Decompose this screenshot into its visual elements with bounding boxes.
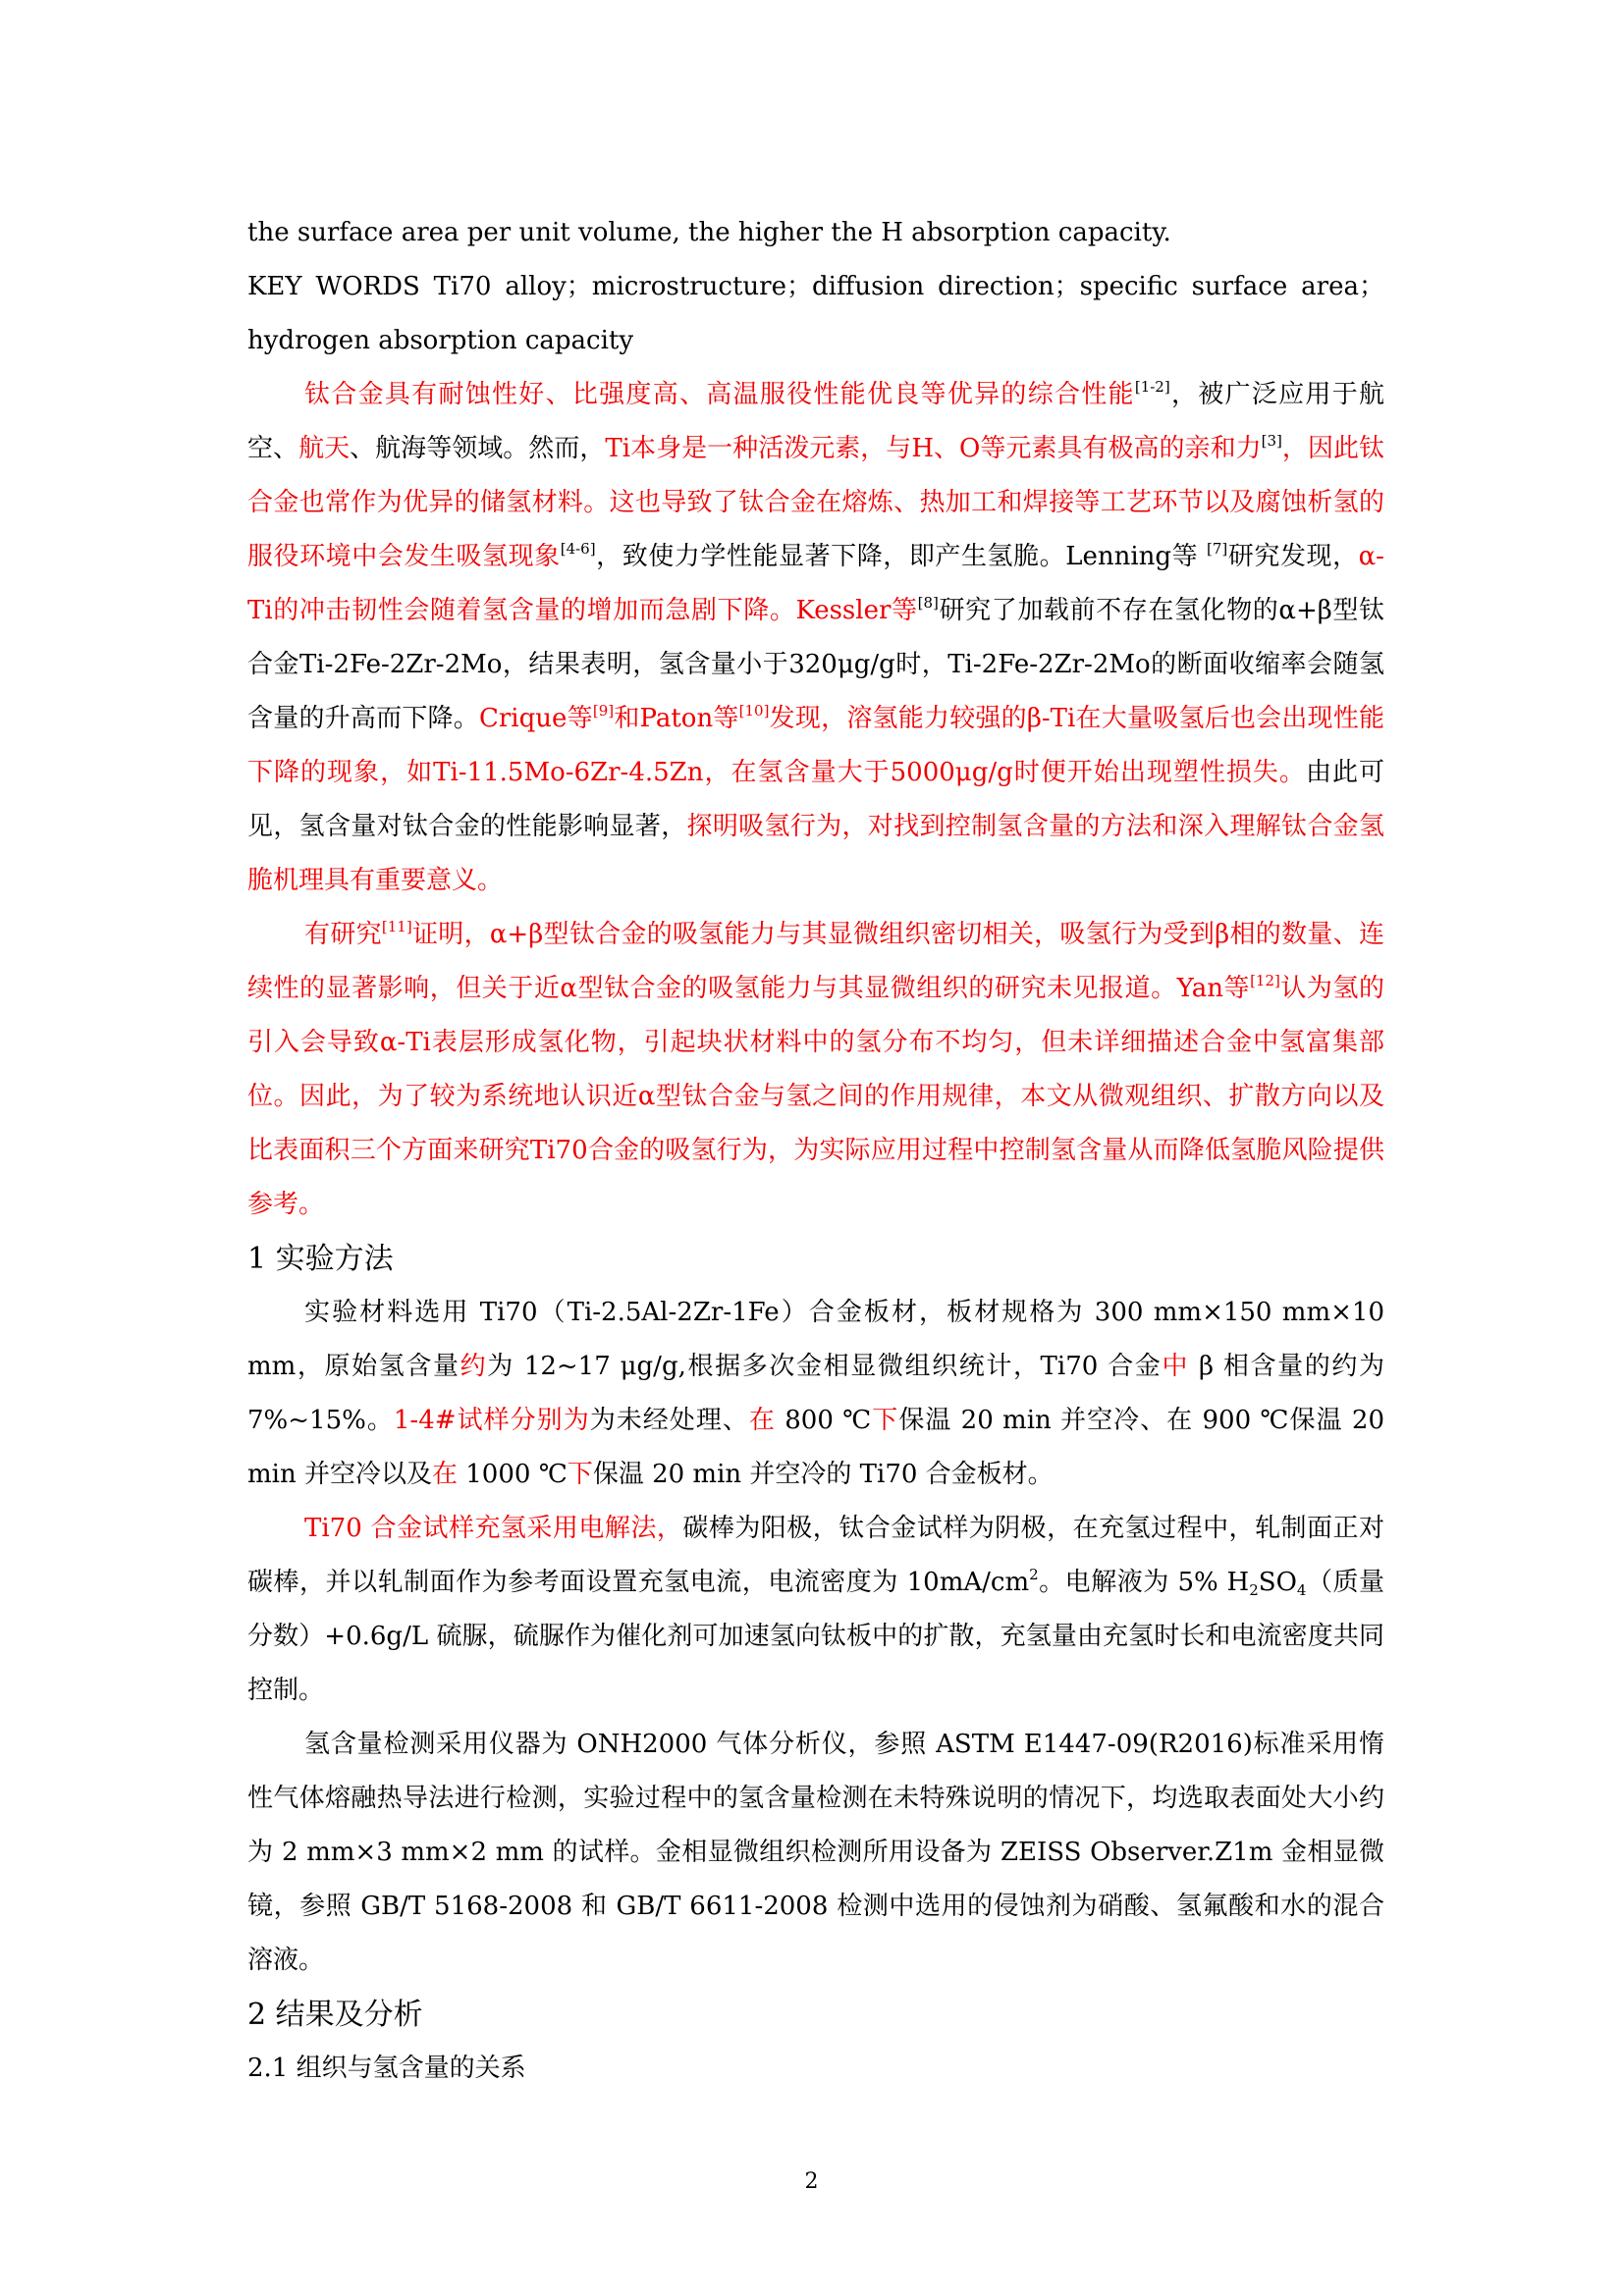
citation: [3]: [1261, 432, 1282, 450]
page-body: [247, 206, 1384, 2096]
citation: [9]: [592, 702, 615, 720]
citation: [12]: [1250, 972, 1280, 989]
keywords: KEY WORDS Ti70 alloy；microstructure；diffusion direction；specific surface area；hydrogen absorption capacity: [247, 272, 1384, 355]
citation: [10]: [738, 702, 770, 720]
subsection-heading: 2.1 组织与氢含量的关系: [247, 2054, 526, 2083]
intro-paragraph-1: 钛合金具有耐蚀性好、比强度高、高温服役性能优良等优异的综合性能[1-2]，被广泛应用于航空、航天、航海等领域。然而，Ti本身是一种活泼元素，与H、O等元素具有极高的亲和力[3]，因此钛合金也常作为优异的储氢材料。这也导致了钛合金在熔炼、热加工和焊接等工艺环节以及腐蚀析氢的服役环境中会发生吸氢现象[4-6]，致使力学性能显著下降，即产生氢脆。Lenning等 [7]研究发现，α-Ti的冲击韧性会随着氢含量的增加而急剧下降。Kessler等[8]研究了加载前不存在氢化物的α+β型钛合金Ti-2Fe-2Zr-2Mo，结果表明，氢含量小于320μg/g时，Ti-2Fe-2Zr-2Mo的断面收缩率会随氢含量的升高而下降。Crique等[9]和Paton等[10]发现，溶氢能力较强的β-Ti在大量吸氢后也会出现性能下降的现象，如Ti-11.5Mo-6Zr-4.5Zn，在氢含量大于5000μg/g时便开始出现塑性损失。由此可见，氢含量对钛合金的性能影响显著，探明吸氢行为，对找到控制氢含量的方法和深入理解钛合金氢脆机理具有重要意义。: [247, 378, 1385, 895]
methods-paragraph-1: 实验材料选用 Ti70（Ti-2.5Al-2Zr-1Fe）合金板材，板材规格为 300 mm×150 mm×10 mm，原始氢含量约为 12~17 μg/g,根据多次金相显微组织统计，Ti70 合金中 β 相含量的约为 7%~15%。1-4#试样分别为为未经处理、在 800 ℃下保温 20 min 并空冷、在 900 ℃保温 20 min 并空冷以及在 1000 ℃下保温 20 min 并空冷的 Ti70 合金板材。: [247, 1298, 1384, 1489]
methods-paragraph-2: Ti70 合金试样充氢采用电解法，碳棒为阳极，钛合金试样为阴极，在充氢过程中，轧制面正对碳棒，并以轧制面作为参考面设置充氢电流，电流密度为 $10mA/cm^2$。电解液为 5% $H_2SO_4$（质量分数）+0.6g/L 硫脲，硫脲作为催化剂可加速氢向钛板中的扩散，充氢量由充氢时长和电流密度共同控制。: [247, 1514, 1384, 1705]
citation: [7]: [1207, 540, 1228, 558]
section-heading-results: 2 结果及分析: [247, 1998, 423, 2032]
citation: [8]: [917, 594, 939, 612]
section-heading-methods: 1 实验方法: [247, 1242, 394, 1276]
page-number: 2: [804, 2169, 819, 2194]
intro-paragraph-2: 有研究[11]证明，α+β型钛合金的吸氢能力与其显微组织密切相关，吸氢行为受到β相的数量、连续性的显著影响，但关于近α型钛合金的吸氢能力与其显微组织的研究未见报道。Yan等[12]认为氢的引入会导致α-Ti表层形成氢化物，引起块状材料中的氢分布不均匀，但未详细描述合金中氢富集部位。因此，为了较为系统地认识近α型钛合金与氢之间的作用规律，本文从微观组织、扩散方向以及比表面积三个方面来研究Ti70合金的吸氢行为，为实际应用过程中控制氢含量从而降低氢脆风险提供参考。: [247, 918, 1384, 1219]
citation: [11]: [381, 918, 412, 935]
citation: [4-6]: [560, 540, 596, 558]
citation: [1-2]: [1134, 378, 1170, 396]
methods-paragraph-3: 氢含量检测采用仪器为 ONH2000 气体分析仪，参照 ASTM E1447-09(R2016)标准采用惰性气体熔融热导法进行检测，实验过程中的氢含量检测在未特殊说明的情况下，均选取表面处大小约为 2 mm×3 mm×2 mm 的试样。金相显微组织检测所用设备为 ZEISS Observer.Z1m 金相显微镜，参照 GB/T 5168-2008 和 GB/T 6611-2008 检测中选用的侵蚀剂为硝酸、氢氟酸和水的混合溶液。: [247, 1730, 1384, 1975]
abstract-line: the surface area per unit volume, the higher the H absorption capacity.: [247, 218, 1171, 247]
